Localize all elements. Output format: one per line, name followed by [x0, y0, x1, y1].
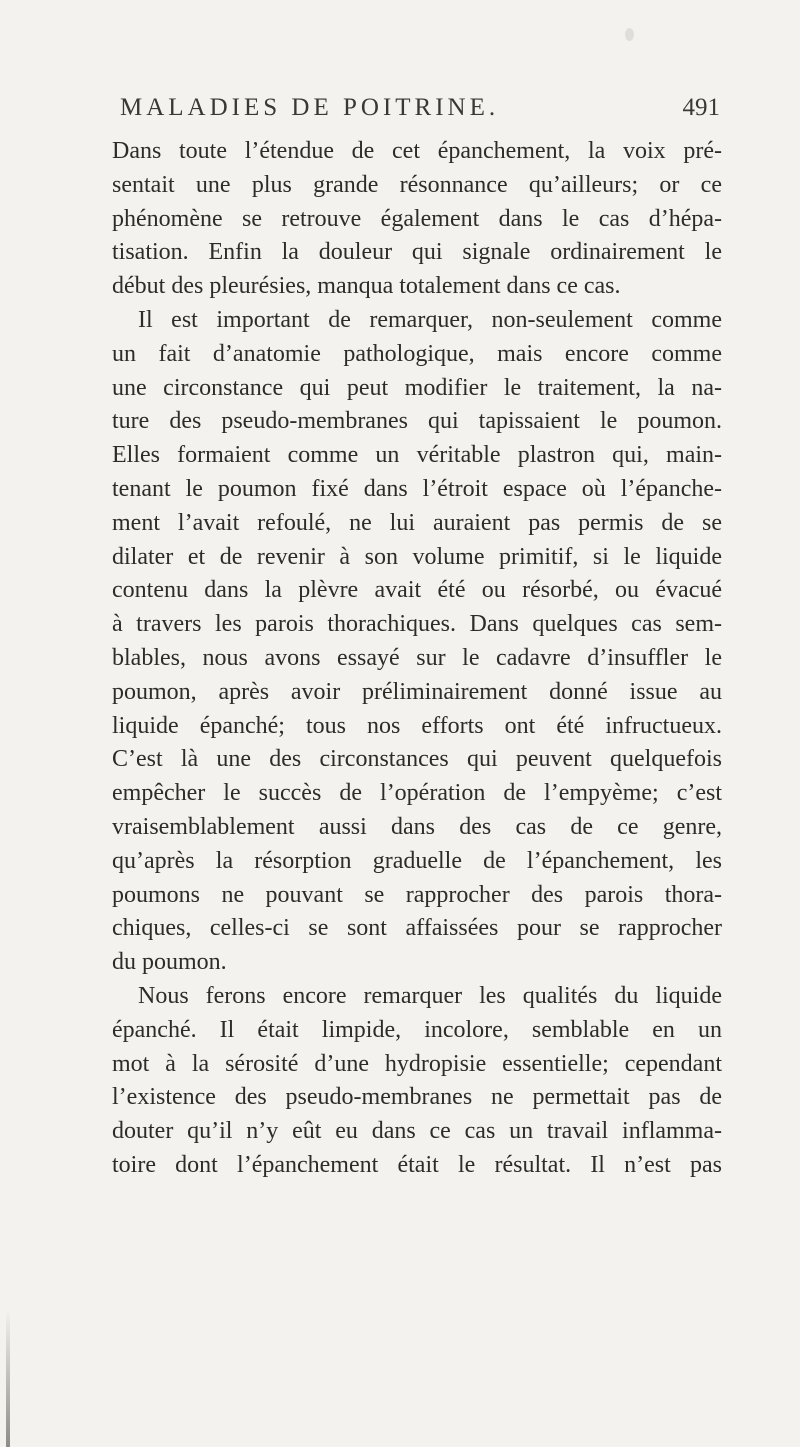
text-line: poumon, après avoir préliminairement donné issue au [112, 678, 722, 705]
text-line: Elles formaient comme un véritable plastron qui, main- [112, 442, 722, 469]
page-edge-shadow [6, 1310, 10, 1447]
paper-smudge [625, 28, 634, 41]
text-line: dilater et de revenir à son volume primitif, si le liquide [112, 543, 722, 570]
text-line: blables, nous avons essayé sur le cadavre d’insuffler le [112, 644, 722, 671]
text-line: épanché. Il était limpide, incolore, semblable en un [112, 1016, 722, 1043]
text-line: Il est important de remarquer, non-seulement comme [138, 306, 722, 333]
body-text [112, 135, 722, 1183]
text-line: C’est là une des circonstances qui peuvent quelquefois [112, 746, 722, 773]
text-line: phénomène se retrouve également dans le cas d’hépa- [112, 205, 722, 232]
text-line: liquide épanché; tous nos efforts ont été infructueux. [112, 712, 722, 739]
text-line: un fait d’anatomie pathologique, mais encore comme [112, 340, 722, 367]
text-line: mot à la sérosité d’une hydropisie essentielle; cependant [112, 1050, 722, 1077]
running-head: MALADIES DE POITRINE. [120, 94, 500, 121]
text-line: ture des pseudo-membranes qui tapissaient le poumon. [112, 408, 722, 435]
text-line: l’existence des pseudo-membranes ne permettait pas de [112, 1084, 722, 1111]
text-line: tenant le poumon fixé dans l’étroit espace où l’épanche- [112, 475, 722, 502]
text-line: empêcher le succès de l’opération de l’empyème; c’est [112, 780, 722, 807]
text-line: douter qu’il n’y eût eu dans ce cas un travail inflamma- [112, 1118, 722, 1145]
text-line: chiques, celles-ci se sont affaissées pour se rapprocher [112, 915, 722, 942]
text-line: ment l’avait refoulé, ne lui auraient pas permis de se [112, 509, 722, 536]
text-line: tisation. Enfin la douleur qui signale ordinairement le [112, 239, 722, 266]
text-line: contenu dans la plèvre avait été ou résorbé, ou évacué [112, 577, 722, 604]
text-line: une circonstance qui peut modifier le traitement, la na- [112, 374, 722, 401]
text-line: poumons ne pouvant se rapprocher des parois thora- [112, 881, 722, 908]
text-line: Nous ferons encore remarquer les qualités du liquide [138, 982, 722, 1009]
text-line: Dans toute l’étendue de cet épanchement, la voix pré- [112, 138, 722, 164]
text-line: toire dont l’épanchement était le résultat. Il n’est pas [112, 1151, 722, 1178]
text-line: sentait une plus grande résonnance qu’ailleurs; or ce [112, 171, 722, 198]
text-line: qu’après la résorption graduelle de l’épanchement, les [112, 847, 722, 874]
page-header [110, 94, 720, 124]
text-line: vraisemblablement aussi dans des cas de ce genre, [112, 813, 722, 840]
page-number: 491 [682, 94, 720, 121]
text-line: début des pleurésies, manqua totalement dans ce cas. [112, 273, 621, 300]
text-line: du poumon. [112, 949, 227, 976]
text-line: à travers les parois thorachiques. Dans quelques cas sem- [112, 611, 722, 638]
